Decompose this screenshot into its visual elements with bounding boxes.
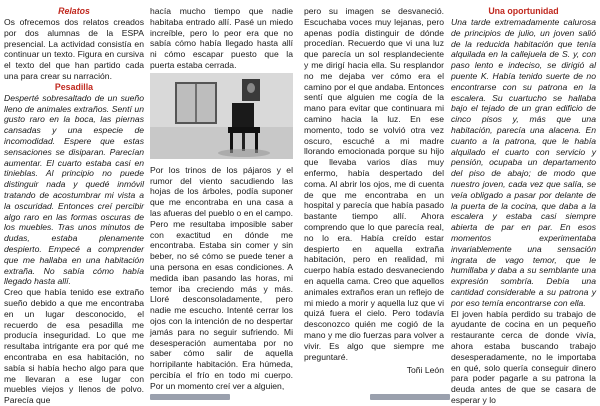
- pesadilla-italic-text: Desperté sobresaltado de un sueño lleno de animales extraños. Sentí un gusto raro en la boca, las piernas cansadas y una especie de incomodidad. Espere que estas sensaciones se disiparan. Parecían aumentar. El cuarto estaba casi en tinieblas. Al principio no puede distinguir nada y quedé inmóvil tratando de acostumbrar mi vista a la oscuridad. Entonces creí percibir algo raro en las formas oscuras de los muebles. Tras unos minutos de dudas, estaba plenamente despierto. Empecé a comprender que me hallaba en una habitación extraña. No sabía cómo había llegado hasta allí.: [4, 92, 144, 287]
- column-1: [4, 6, 144, 406]
- column-2: [150, 6, 293, 392]
- page-bar-left: [150, 394, 230, 400]
- relatos-title: Relatos: [58, 6, 90, 16]
- relatos-intro: Os ofrecemos dos relatos creados por dos alumnas de la ESPA presencial. La actividad consistía en continuar un texto. Figura en cursiva el texto del que han partido cada una para crear su narración.: [4, 17, 144, 81]
- room-photo: [150, 73, 293, 159]
- pesadilla-continuation: Creo que había tenido ese extraño sueño debido a que me encontraba en un lugar desconocido, el recuerdo de esa pesadilla me producía inseguridad. Lo que me resultaba intrigante era por qué me encontraba en esa habitación, no sabía si había hecho algo para que me llevaran a ese lugar con muebles viejos y llenos de polvo. Parecía que: [4, 287, 144, 406]
- room-photo-image: [150, 73, 293, 159]
- column-4: [451, 6, 596, 406]
- oportunidad-continuation: El joven había perdido su trabajo de ayudante de cocina en un pequeño restaurante cerca de donde vivía, ahora estaba buscando trabajo desesperadamente, no le importaba en qué, solo quería conseguir dinero para poder pagarle a su patrona la deuda antes de que se casara de esperar y lo: [451, 308, 596, 405]
- page-bar-right: [370, 394, 450, 400]
- pesadilla-text-top: hacía mucho tiempo que nadie habitaba entrado allí. Pasé un miedo increíble, pero lo peor era que no sabía cómo había llegado hasta allí ni cómo escapar puesto que la puerta estaba cerrada.: [150, 6, 293, 70]
- pesadilla-text-bottom: Por los trinos de los pájaros y el rumor del viento sacudiendo las hojas de los árboles, podía suponer que me encontraba en una casa a las afueras del pueblo o en el campo. Pero me resultaba imposible saber con exactitud en dónde me encontraba. Estaba sin comer y sin beber, no sé cómo se puede tener a una persona en esas condiciones. A medida iban pasando las horas, mi temor iba creciendo más y más. Lloré desconsoladamente, pero nadie me escucho. Intenté cerrar los ojos con la intención de no despertar jamás para no seguir sufriendo. Mi desesperación aumentaba por no saber cómo salir de aquella horripilante habitación. Era húmeda, percibía el frío en todo mi cuerpo. Por un momento creí ver a alguien,: [150, 164, 293, 391]
- pesadilla-ending: pero su imagen se desvaneció. Escuchaba voces muy lejanas, pero apenas podía distinguir de dónde procedían. Recuerdo que vi una luz que parecía un sol resplandeciente y me dirigí hacia ella. Su resplandor no me dejaba ver cómo era el camino por el que andaba. Entonces sentí que alguien me cogía de la mano para evitar que continuara mi camino hacia la luz. En ese momento, todo se volvió otra vez oscuro, escuché a mi madre llorando emocionada porque su hijo que llevaba varios días muy enfermo, había despertado del coma. Al abrir los ojos, me di cuenta de que me encontraba en un hospital y parecía que había pasado bastante tiempo allí. Ahora comprendo que lo que parecía real, no lo era. Había creído estar despierto en aquella extraña habitación, pero en realidad, mi cuerpo había estado desvaneciendo en aquella cama. Creo que aquellos animales extraños eran un reflejo de mi miedo a morir y aquella luz que vi quizá fuera el cielo. Pero todavía desconozco quién me cogió de la mano y me dio fuerzas para volver a vivir. Es algo que siempre me preguntaré.: [304, 6, 444, 362]
- author-signature: Toñi León: [406, 365, 444, 376]
- column-3: [304, 6, 444, 376]
- oportunidad-italic-text: Una tarde extremadamente calurosa de principios de julio, un joven salió de la reducida habitación que tenía alquilada en la callejuela de S. y, con paso lento e indeciso, se dirigió al puente K. Había tenido suerte de no encontrarse con su patrona en la escalera. Su cuartucho se hallaba bajo el tejado de un gran edificio de cinco pisos y, más que una habitación, parecía una alacena. En cuanto a la patrona, que le había alquilado el cuarto con servicio y pensión, ocupaba un departamento del piso de abajo; de modo que nuestro joven, cada vez que salía, se veía obligado a pasar por delante de la puerta de la cocina, que daba a la escalera y estaba casi siempre abierta de par en par. En esos momentos experimentaba invariablemente una sensación ingrata de vago temor, que le humillaba y daba a su semblante una expresión sombría. Debía una cantidad considerable a su patrona y por eso temía encontrarse con ella.: [451, 17, 596, 308]
- pesadilla-title: Pesadilla: [54, 81, 94, 92]
- oportunidad-title: Una oportunidad: [488, 6, 559, 16]
